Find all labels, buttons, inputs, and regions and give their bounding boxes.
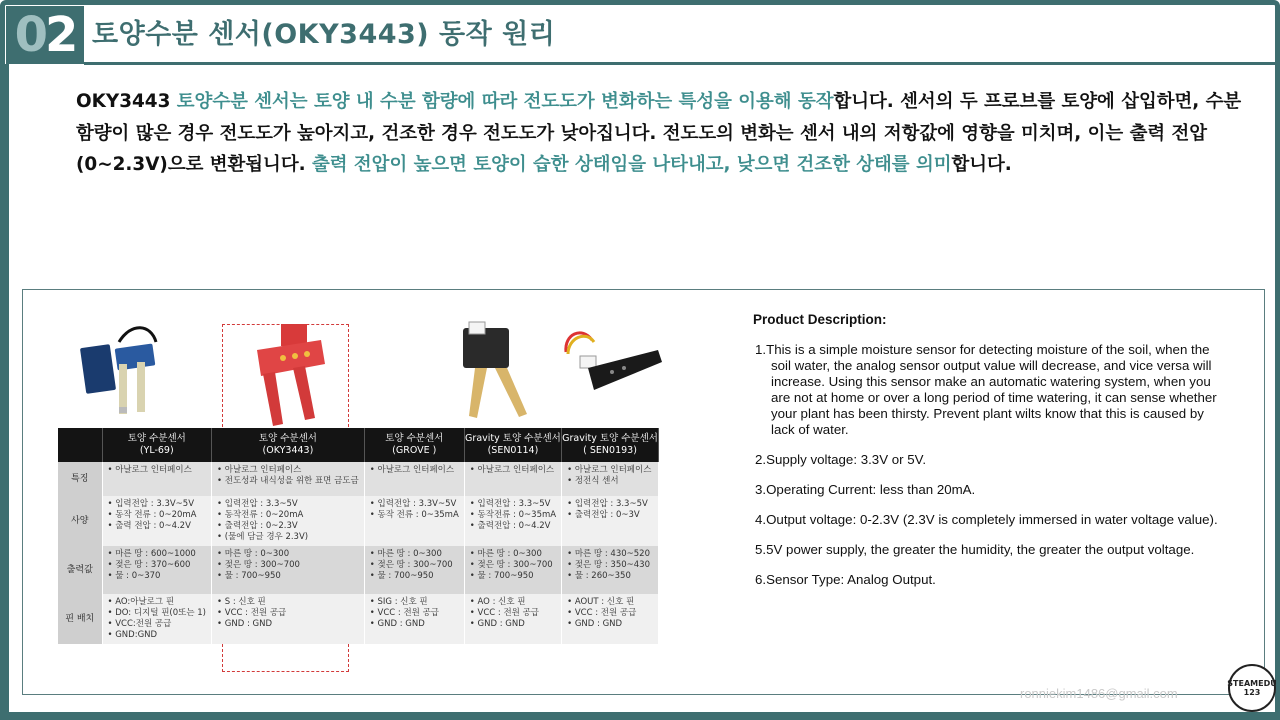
cell-list-item: • 물 : 700~950 — [470, 571, 556, 582]
cell-list-item: • 동작전류 : 0~35mA — [470, 510, 556, 521]
title-underline — [84, 62, 1280, 65]
cell-list-item: • DO: 디지털 핀(0또는 1) — [108, 608, 207, 619]
cell-list-item: • GND : GND — [567, 619, 653, 630]
description-item — [753, 482, 1223, 498]
description-item — [753, 342, 1223, 438]
cell-list-item: • 물 : 0~370 — [108, 571, 207, 582]
cell-list — [567, 549, 653, 582]
slide-side-bar — [0, 64, 9, 720]
cell-list-item: • 아날로그 인터페이스 — [108, 465, 207, 476]
intro-lead: OKY3443 — [76, 91, 177, 112]
cell-list-item: • 물 : 260~350 — [567, 571, 653, 582]
cell-list — [370, 499, 459, 521]
product-description-heading: Product Description: — [753, 312, 887, 327]
cell-list — [217, 597, 359, 630]
row-label: 특징 — [58, 462, 102, 496]
cell-list — [370, 549, 459, 582]
table-cell — [212, 496, 365, 546]
table-cell — [364, 462, 464, 496]
product-description — [753, 312, 1223, 602]
cell-list-item: • 마른 땅 : 600~1000 — [108, 549, 207, 560]
description-item-text: 5.5V power supply, the greater the humidity, the greater the output voltage. — [755, 542, 1195, 557]
table-cell — [562, 462, 659, 496]
sen0193-sensor-image — [558, 316, 666, 424]
cell-list-item: • 입력전압 : 3.3~5V — [217, 499, 359, 510]
table-cell — [562, 546, 659, 594]
cell-list-item: • GND : GND — [470, 619, 556, 630]
cell-list-item: • 정전식 센서 — [567, 476, 653, 487]
table-row-spec — [58, 496, 659, 546]
cell-list — [217, 465, 359, 487]
header-yl69-line1: 토양 수분센서 — [127, 433, 186, 444]
cell-list — [108, 465, 207, 476]
table-cell — [212, 594, 365, 644]
cell-list-item: • GND:GND — [108, 630, 207, 641]
cell-list-item: • VCC : 전원 공급 — [217, 608, 359, 619]
cell-list-item: • VCC : 전원 공급 — [567, 608, 653, 619]
table-cell — [212, 546, 365, 594]
description-item — [753, 542, 1223, 558]
cell-list-item: • VCC : 전원 공급 — [470, 608, 556, 619]
cell-list — [217, 499, 359, 543]
row-label: 핀 배치 — [58, 594, 102, 644]
cell-list — [470, 499, 556, 532]
description-item-text: 3.Operating Current: less than 20mA. — [755, 482, 976, 497]
cell-list-item: • 물 : 700~950 — [217, 571, 359, 582]
table-cell — [102, 496, 212, 546]
intro-paragraph — [76, 86, 1246, 181]
header-yl69 — [102, 428, 212, 462]
table-cell — [562, 594, 659, 644]
cell-list — [108, 549, 207, 582]
cell-list-item: • AO:아날로그 핀 — [108, 597, 207, 608]
intro-text-1: 합니다. 센서의 두 프로브를 토양에 삽입하면, 수분 함량이 많은 경우 전도도가 높아지고, 건조한 경우 전도도가 낮아집니다. 전도도의 변화는 센서 내의 저항값에 영향을 미치며, 이는 출력 전압(0~2.3V)으로 변환됩니다. — [76, 91, 1242, 175]
intro-highlight-2: 출력 전압이 높으면 토양이 습한 상태임을 나타내고, 낮으면 건조한 상태를 의미 — [311, 154, 952, 175]
cell-list-item: • 전도성과 내식성을 위한 표면 금도금 — [217, 476, 359, 487]
section-number-badge — [6, 6, 84, 64]
cell-list-item: • GND : GND — [370, 619, 459, 630]
header-sen0114-line1: Gravity 토양 수분센서 — [465, 433, 561, 444]
intro-highlight-1: 토양수분 센서는 토양 내 수분 함량에 따라 전도도가 변화하는 특성을 이용해 동작 — [176, 91, 834, 112]
cell-list-item: • GND : GND — [217, 619, 359, 630]
cell-list — [108, 499, 207, 532]
cell-list — [567, 499, 653, 521]
section-number-digit-b: 2 — [45, 7, 76, 63]
cell-list-item: • 물 : 700~950 — [370, 571, 459, 582]
cell-list — [470, 597, 556, 630]
table-row-output — [58, 546, 659, 594]
table-corner-header — [58, 428, 102, 462]
header-sen0193-line1: Gravity 토양 수분센서 — [562, 433, 658, 444]
cell-list-item: • 아날로그 인터페이스 — [567, 465, 653, 476]
table-cell — [102, 594, 212, 644]
cell-list — [470, 465, 556, 476]
cell-list-item: • 젖은 땅 : 300~700 — [470, 560, 556, 571]
row-label: 사양 — [58, 496, 102, 546]
cell-list-item: • 젖은 땅 : 300~700 — [370, 560, 459, 571]
slide-title: 토양수분 센서(OKY3443) 동작 원리 — [92, 19, 556, 50]
cell-list-item: • VCC:전원 공급 — [108, 619, 207, 630]
section-number-digit-a: 0 — [14, 7, 45, 63]
cell-list — [108, 597, 207, 641]
header-sen0114-line2: (SEN0114) — [487, 445, 539, 456]
cell-list-item: • AOUT : 신호 핀 — [567, 597, 653, 608]
header-yl69-line2: (YL-69) — [139, 445, 174, 456]
table-cell — [364, 546, 464, 594]
yl69-sensor-image — [61, 312, 169, 420]
cell-list — [370, 597, 459, 630]
header-grove-line2: (GROVE ) — [392, 445, 437, 456]
cell-list-item: • VCC : 전원 공급 — [370, 608, 459, 619]
table-cell — [464, 594, 561, 644]
cell-list-item: • S : 신호 핀 — [217, 597, 359, 608]
cell-list-item: • 동작 전류 : 0~20mA — [108, 510, 207, 521]
cell-list-item: • 아날로그 인터페이스 — [370, 465, 459, 476]
row-label: 출력값 — [58, 546, 102, 594]
table-cell — [464, 462, 561, 496]
cell-list-item: • 입력전압 : 3.3V~5V — [108, 499, 207, 510]
cell-list-item: • 마른 땅 : 0~300 — [370, 549, 459, 560]
cell-list-item: • 출력전압 : 0~4.2V — [470, 521, 556, 532]
header-sen0193 — [562, 428, 659, 462]
description-item-text: 6.Sensor Type: Analog Output. — [755, 572, 936, 587]
cell-list-item: • (물에 담글 경우 2.3V) — [217, 532, 359, 543]
cell-list-item: • SIG : 신호 핀 — [370, 597, 459, 608]
description-item — [753, 452, 1223, 468]
header-sen0193-line2: ( SEN0193) — [583, 445, 637, 456]
table-cell — [364, 594, 464, 644]
header-grove-line1: 토양 수분센서 — [385, 433, 444, 444]
cell-list — [567, 597, 653, 630]
cell-list — [470, 549, 556, 582]
header-sen0114 — [464, 428, 561, 462]
sensor-comparison-panel — [22, 289, 1265, 695]
cell-list-item: • 젖은 땅 : 350~430 — [567, 560, 653, 571]
table-row-pinout — [58, 594, 659, 644]
table-cell — [102, 546, 212, 594]
header-grove — [364, 428, 464, 462]
table-cell — [464, 546, 561, 594]
cell-list-item: • 마른 땅 : 0~300 — [470, 549, 556, 560]
table-cell — [102, 462, 212, 496]
description-item-text: 1.This is a simple moisture sensor for detecting moisture of the soil, when the soil water, the analog sensor output value will decrease, and vice versa will increase. Using this sensor make an automatic watering system, when you are not at home or over a long period of time watering, it can sense whether your plant has been thirsty. Prevent plant wilts know that this is caused by lack of water. — [755, 342, 1217, 437]
cell-list-item: • 입력전압 : 3.3~5V — [567, 499, 653, 510]
cell-list-item: • 출력전압 : 0~3V — [567, 510, 653, 521]
cell-list-item: • 동작 전류 : 0~35mA — [370, 510, 459, 521]
intro-text-2: 합니다. — [951, 154, 1012, 175]
cell-list-item: • AO : 신호 핀 — [470, 597, 556, 608]
author-email: ronniekim1486@gmail.com — [1020, 686, 1178, 701]
table-cell — [364, 496, 464, 546]
cell-list-item: • 마른 땅 : 430~520 — [567, 549, 653, 560]
cell-list-item: • 아날로그 인터페이스 — [217, 465, 359, 476]
grove-sensor-image — [443, 318, 551, 426]
cell-list-item: • 출력전압 : 0~2.3V — [217, 521, 359, 532]
header-oky3443-line1: 토양 수분센서 — [258, 433, 317, 444]
sensor-comparison-table — [58, 428, 659, 644]
description-item — [753, 572, 1223, 588]
header-oky3443-line2: (OKY3443) — [262, 445, 314, 456]
cell-list-item: • 입력전압 : 3.3~5V — [470, 499, 556, 510]
table-cell — [562, 496, 659, 546]
description-item — [753, 512, 1223, 528]
cell-list-item: • 동작전류 : 0~20mA — [217, 510, 359, 521]
cell-list — [567, 465, 653, 487]
table-row-feature — [58, 462, 659, 496]
cell-list-item: • 젖은 땅 : 370~600 — [108, 560, 207, 571]
cell-list-item: • 출력 전압 : 0~4.2V — [108, 521, 207, 532]
cell-list — [217, 549, 359, 582]
slide-bottom-bar — [0, 712, 1280, 720]
cell-list — [370, 465, 459, 476]
header-oky3443 — [212, 428, 365, 462]
description-item-text: 4.Output voltage: 0-2.3V (2.3V is completely immersed in water voltage value). — [755, 512, 1218, 527]
cell-list-item: • 마른 땅 : 0~300 — [217, 549, 359, 560]
cell-list-item: • 입력전압 : 3.3V~5V — [370, 499, 459, 510]
table-cell — [464, 496, 561, 546]
description-item-text: 2.Supply voltage: 3.3V or 5V. — [755, 452, 927, 467]
table-cell — [212, 462, 365, 496]
cell-list-item: • 젖은 땅 : 300~700 — [217, 560, 359, 571]
cell-list-item: • 아날로그 인터페이스 — [470, 465, 556, 476]
steamedu-logo: STEAMEDU 123 — [1228, 664, 1276, 712]
